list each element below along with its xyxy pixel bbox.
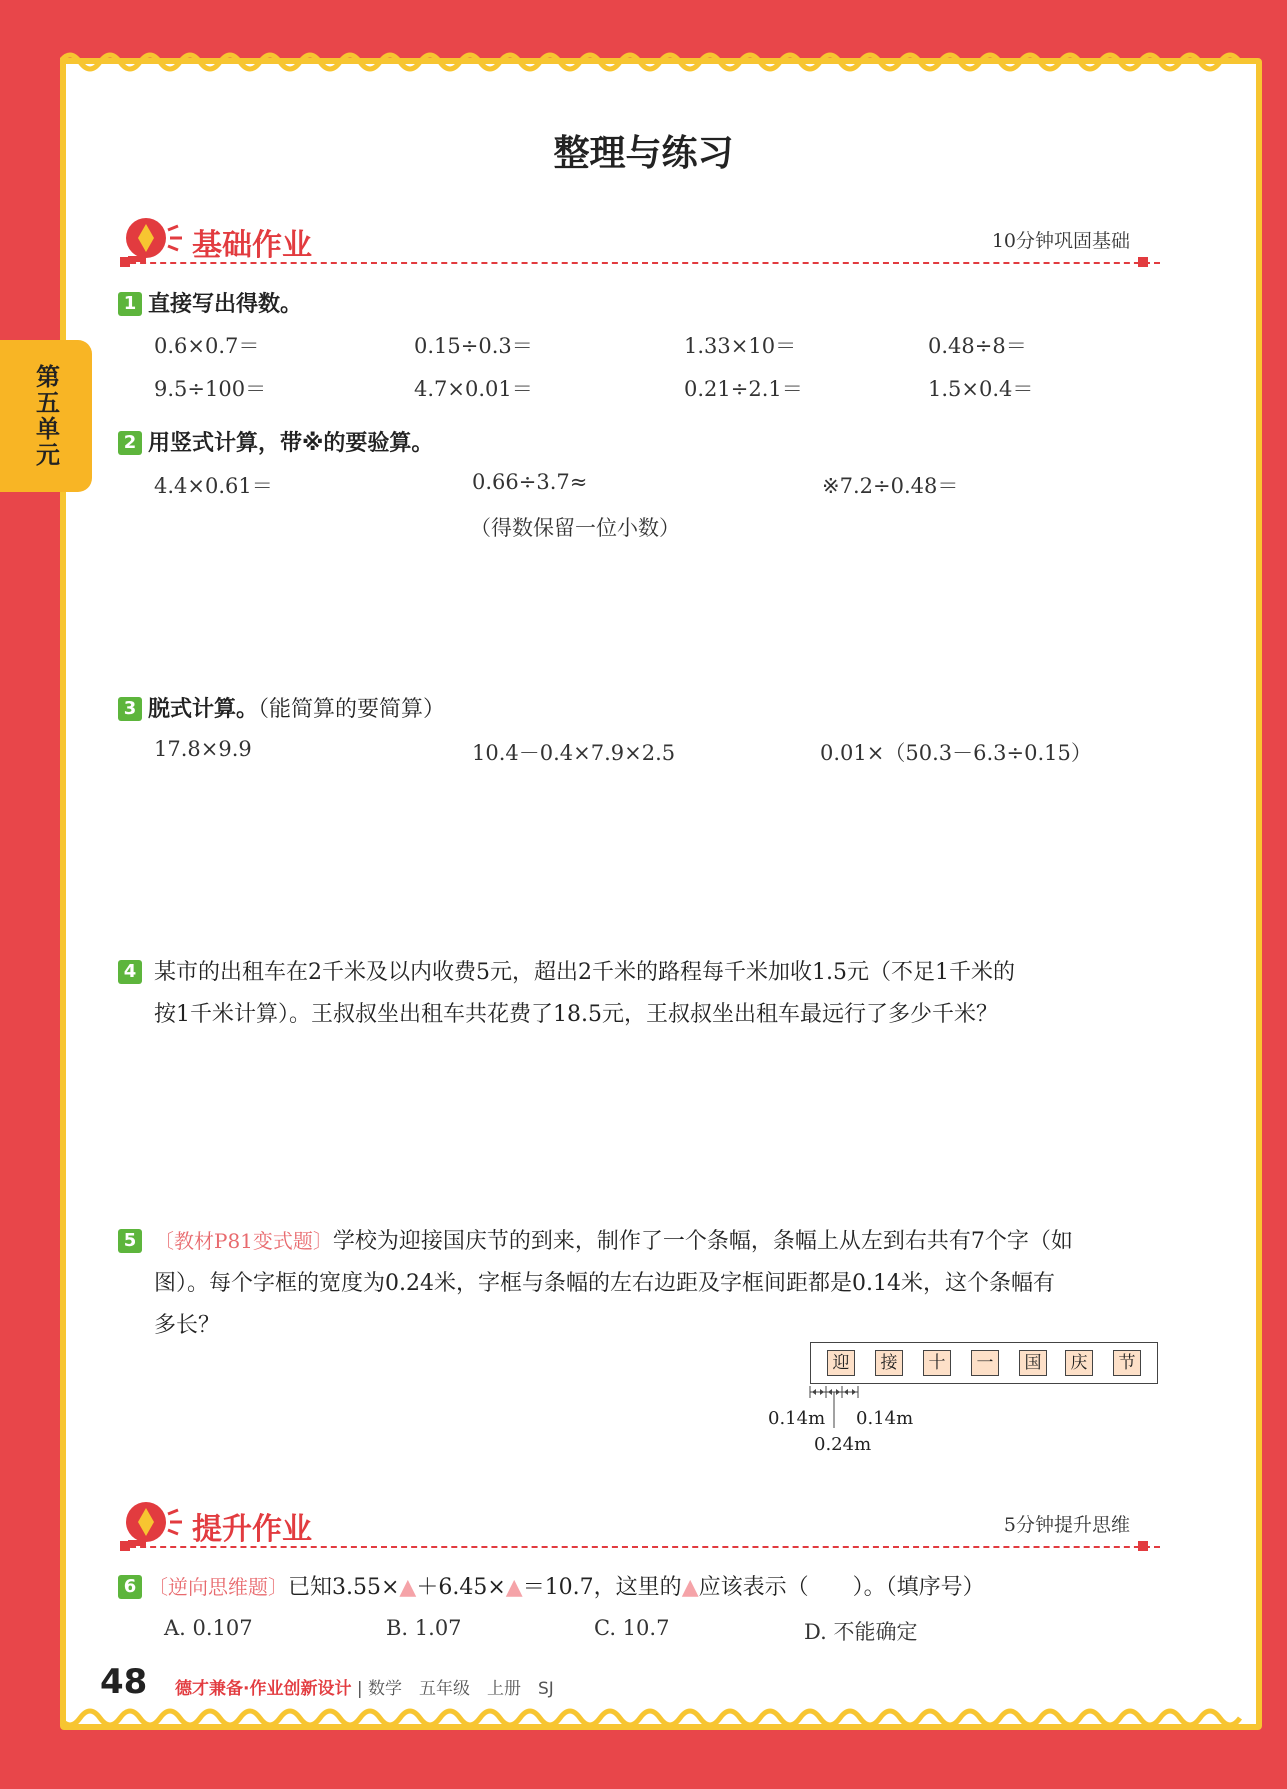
divider-end-right — [1138, 1541, 1148, 1551]
q2-expr-3: ※7.2÷0.48＝ — [822, 474, 959, 498]
banner-char: 迎 — [827, 1350, 855, 1376]
dim-right-label: 0.14m — [856, 1408, 914, 1429]
question-number: 1 — [118, 292, 142, 316]
section-tagline: 10分钟巩固基础 — [991, 230, 1130, 252]
triangle-icon: ▲ — [681, 1575, 699, 1600]
question-4-text — [154, 952, 1154, 1036]
question-number: 6 — [118, 1575, 142, 1599]
q6-option-a: A. 0.107 — [164, 1616, 253, 1640]
divider-end-left — [120, 1541, 130, 1551]
question-text: 用竖式计算，带※的要验算。 — [148, 431, 434, 456]
question-3-heading — [118, 692, 445, 723]
q4-line-2: 按1千米计算）。王叔叔坐出租车共花费了18.5元，王叔叔坐出租车最远行了多少千米？ — [154, 1002, 998, 1027]
section-tagline: 5分钟提升思维 — [1003, 1514, 1130, 1536]
q1-expr-5: 9.5÷100＝ — [154, 377, 267, 401]
dim-bottom-label: 0.24m — [814, 1434, 872, 1455]
banner-char: 国 — [1019, 1350, 1047, 1376]
section-divider — [120, 1546, 1160, 1548]
question-5-number — [118, 1229, 148, 1254]
question-1-heading — [118, 287, 302, 318]
banner-char: 庆 — [1065, 1350, 1093, 1376]
q1-expr-6: 4.7×0.01＝ — [414, 377, 533, 401]
question-number: 2 — [118, 431, 142, 455]
q6-option-d: D. 不能确定 — [804, 1620, 918, 1644]
question-number: 3 — [118, 697, 142, 721]
footer-info: 数学 五年级 上册 SJ — [368, 1679, 554, 1699]
dim-left-label: 0.14m — [768, 1408, 826, 1429]
question-text: 直接写出得数。 — [148, 292, 303, 317]
q6-option-c: C. 10.7 — [594, 1616, 670, 1640]
section-label: 基础作业 — [192, 228, 312, 263]
q1-expr-1: 0.6×0.7＝ — [154, 334, 260, 358]
question-6-heading — [118, 1570, 985, 1601]
question-hint: （能简算的要简算） — [258, 697, 446, 722]
question-5-text — [154, 1220, 1154, 1347]
section-divider — [120, 262, 1160, 264]
question-source: 〔逆向思维题〕 — [148, 1575, 288, 1599]
q5-line-2: 图）。每个字框的宽度为0.24米，字框与条幅的左右边距及字框间距都是0.14米，这个条幅有 — [154, 1271, 1055, 1296]
section-header-advanced — [120, 1496, 1160, 1556]
footer-separator: | — [351, 1679, 369, 1699]
footer-brand: 德才兼备·作业创新设计 — [175, 1679, 352, 1699]
question-number: 4 — [118, 960, 142, 984]
banner-char: 接 — [875, 1350, 903, 1376]
q2-note: （得数保留一位小数） — [470, 516, 680, 540]
q4-line-1: 某市的出租车在2千米及以内收费5元，超出2千米的路程每千米加收1.5元（不足1千米的 — [154, 960, 1015, 985]
question-source: 〔教材P81变式题〕 — [154, 1229, 333, 1253]
section-header-basic — [120, 212, 1160, 272]
q6-option-b: B. 1.07 — [386, 1616, 462, 1640]
q5-line-1: 学校为迎接国庆节的到来，制作了一个条幅，条幅上从左到右共有7个字（如 — [332, 1229, 1073, 1254]
triangle-icon: ▲ — [505, 1575, 523, 1600]
divider-end-right — [1138, 257, 1148, 267]
banner-char: 节 — [1113, 1350, 1141, 1376]
triangle-icon: ▲ — [399, 1575, 417, 1600]
q6-text-d: 应该表示（ ）。（填序号） — [698, 1575, 985, 1600]
footer-text — [175, 1674, 554, 1699]
divider-end-left — [120, 257, 130, 267]
banner-char: 一 — [971, 1350, 999, 1376]
q6-text-c: ＝10.7，这里的 — [522, 1575, 682, 1600]
q1-expr-4: 0.48÷8＝ — [928, 334, 1027, 358]
unit-label: 第五单元 — [31, 364, 60, 468]
banner-char: 十 — [923, 1350, 951, 1376]
q1-expr-8: 1.5×0.4＝ — [928, 377, 1034, 401]
question-number: 5 — [118, 1229, 142, 1253]
section-label: 提升作业 — [192, 1512, 312, 1547]
banner-figure — [810, 1342, 1158, 1384]
page-title: 整理与练习 — [553, 133, 734, 174]
q2-expr-2: 0.66÷3.7≈ — [472, 470, 588, 494]
q6-text-a: 已知3.55× — [288, 1575, 400, 1600]
page-number: 48 — [100, 1662, 148, 1702]
question-4-number — [118, 960, 148, 985]
q6-text-b: ＋6.45× — [416, 1575, 506, 1600]
q3-expr-3: 0.01×（50.3－6.3÷0.15） — [820, 741, 1092, 765]
q1-expr-3: 1.33×10＝ — [684, 334, 797, 358]
q1-expr-2: 0.15÷0.3＝ — [414, 334, 533, 358]
q1-expr-7: 0.21÷2.1＝ — [684, 377, 803, 401]
question-2-heading — [118, 426, 433, 457]
q3-expr-2: 10.4－0.4×7.9×2.5 — [472, 741, 676, 765]
unit-side-tab — [0, 340, 92, 492]
q3-expr-1: 17.8×9.9 — [154, 737, 252, 761]
q5-line-3: 多长？ — [154, 1313, 221, 1338]
q2-expr-1: 4.4×0.61＝ — [154, 474, 273, 498]
question-text: 脱式计算。 — [148, 697, 259, 722]
